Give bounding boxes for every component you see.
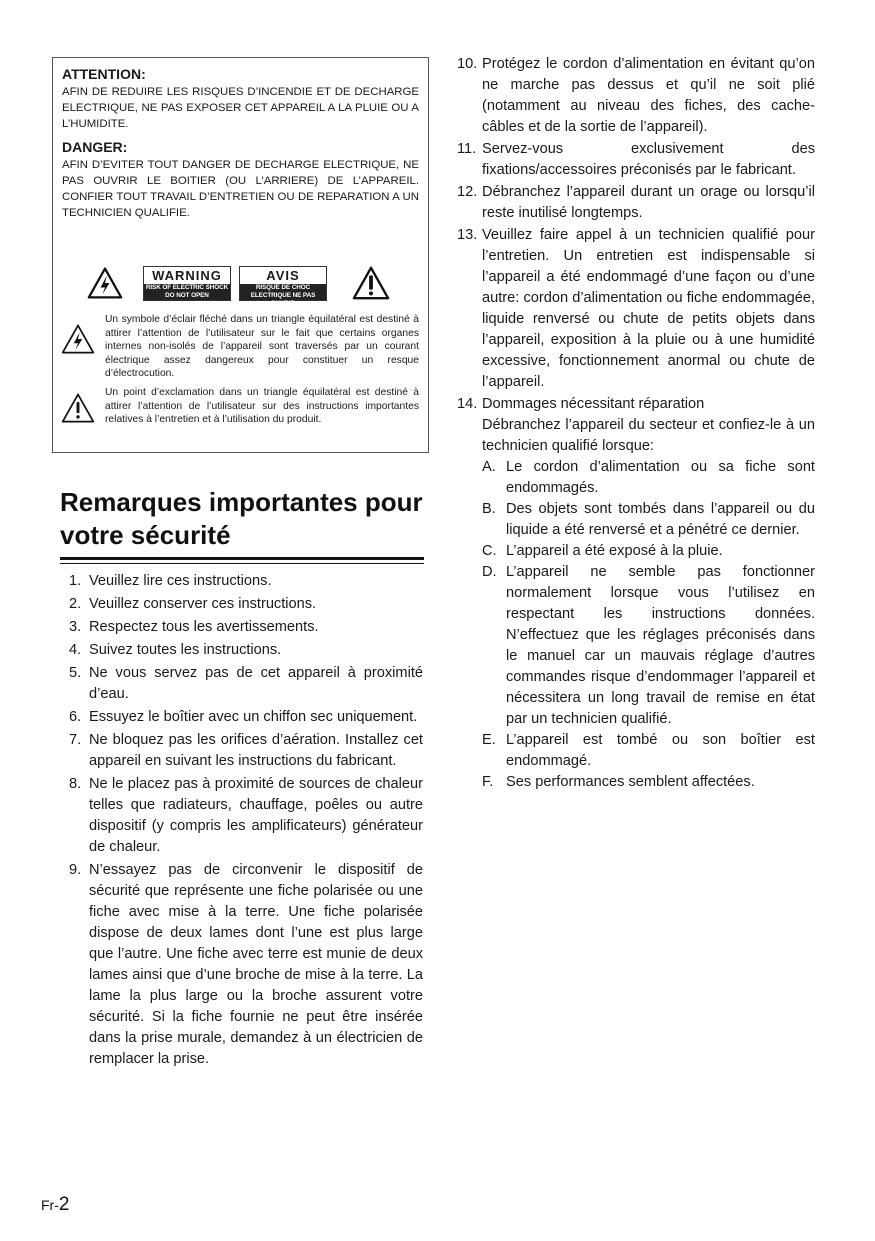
condition-letter: B. bbox=[482, 501, 496, 517]
lightning-symbol-icon bbox=[61, 323, 95, 355]
instruction-item-5 bbox=[69, 663, 423, 705]
exclamation-triangle-icon bbox=[352, 264, 390, 302]
item-text: Essuyez le boîtier avec un chiffon sec uniquement. bbox=[89, 709, 418, 725]
item-text: Ne vous servez pas de cet appareil à proximité d’eau. bbox=[89, 665, 423, 702]
page-number: 2 bbox=[58, 1194, 70, 1215]
item-number: 14. bbox=[457, 396, 478, 412]
lightning-explanation-text: Un symbole d’éclair fléché dans un triangle équilatéral est destiné à attirer l’attention de l’utilisateur sur le fait que certains organes internes non-isolés de l’appareil sont traversés par un courant électrique assez dangereux pour constituer un resque d’électrocution. bbox=[105, 314, 419, 380]
warning-label-title: WARNING bbox=[152, 268, 222, 283]
condition-text: L’appareil est tombé ou son boîtier est endommagé. bbox=[506, 732, 815, 769]
damage-condition-item bbox=[482, 499, 815, 541]
avis-label-title: AVIS bbox=[266, 268, 300, 283]
condition-letter: F. bbox=[482, 774, 494, 790]
item-text: Débranchez l’appareil durant un orage ou lorsqu’il reste inutilisé longtemps. bbox=[482, 184, 815, 221]
damage-condition-item bbox=[482, 730, 815, 772]
item-text: Ne bloquez pas les orifices d’aération. Installez cet appareil en suivant les instructions du fabricant. bbox=[89, 732, 423, 769]
safety-instructions-right bbox=[457, 54, 815, 794]
heading-rule-thick bbox=[60, 557, 424, 560]
instruction-item-1 bbox=[69, 571, 423, 592]
condition-text: Des objets sont tombés dans l’appareil ou du liquide a été renversé et a pénétré ce dernier. bbox=[506, 501, 815, 538]
page-footer bbox=[41, 1194, 69, 1216]
avis-label bbox=[239, 266, 327, 307]
attention-text: AFIN DE REDUIRE LES RISQUES D’INCENDIE ET DE DECHARGE ELECTRIQUE, NE PAS EXPOSER CET APPAREIL A LA PLUIE OU A L’HUMIDITE. bbox=[62, 86, 419, 130]
damage-condition-item bbox=[482, 541, 815, 562]
instruction-item-9 bbox=[69, 860, 423, 1070]
condition-letter: C. bbox=[482, 543, 497, 559]
lightning-explanation bbox=[61, 313, 419, 381]
safety-warning-box bbox=[52, 57, 429, 453]
page-prefix: Fr- bbox=[41, 1197, 59, 1213]
item-number: 10. bbox=[457, 56, 478, 72]
item-number: 9. bbox=[69, 862, 82, 878]
warning-label-row bbox=[87, 264, 377, 307]
condition-letter: D. bbox=[482, 564, 497, 580]
item-number: 6. bbox=[69, 709, 82, 725]
item-number: 5. bbox=[69, 665, 82, 681]
instruction-item-2 bbox=[69, 594, 423, 615]
item-text: Suivez toutes les instructions. bbox=[89, 642, 282, 658]
safety-instructions-left bbox=[69, 571, 423, 1072]
item-number: 4. bbox=[69, 642, 82, 658]
heading-rule-thin bbox=[60, 563, 424, 564]
item-text: Protégez le cordon d’alimentation en évitant qu’on ne marche pas dessus et qu’il ne soit plié (notamment au niveau des fiches, des cache-câbles et de la sortie de l’appareil). bbox=[482, 56, 815, 135]
item-text: Veuillez conserver ces instructions. bbox=[89, 596, 317, 612]
item-text: Veuillez faire appel à un technicien qualifié pour l’entretien. Un entretien est indispensable si l’appareil a été endommagé d’une façon ou d’une autre: cordon d’alimentation ou fiche endommagée, liquide renversé ou chute de petits objets dans l’appareil, exposition à la pluie ou à une humidité excessive, fonctionnement anormal ou chute de l’appareil. bbox=[482, 227, 815, 390]
item-number: 7. bbox=[69, 732, 82, 748]
instruction-item-8 bbox=[69, 774, 423, 858]
item-text: Servez-vous exclusivement des fixations/accessoires préconisés par le fabricant. bbox=[482, 141, 815, 178]
damage-condition-item bbox=[482, 772, 815, 793]
item14-title: Dommages nécessitant réparation bbox=[482, 396, 705, 412]
instruction-item-12 bbox=[457, 182, 815, 224]
instruction-item-3 bbox=[69, 617, 423, 638]
condition-text: L’appareil a été exposé à la pluie. bbox=[506, 543, 723, 559]
item-text: Respectez tous les avertissements. bbox=[89, 619, 319, 635]
exclamation-symbol-icon bbox=[61, 392, 95, 424]
attention-title: ATTENTION: bbox=[62, 66, 146, 82]
avis-label-subtext: RISQUE DE CHOC ELECTRIQUE NE PAS OUVRIR bbox=[240, 284, 326, 300]
instruction-item-11 bbox=[457, 139, 815, 181]
warning-label bbox=[143, 266, 231, 301]
instruction-item-10 bbox=[457, 54, 815, 138]
instruction-item-13 bbox=[457, 225, 815, 393]
item-number: 2. bbox=[69, 596, 82, 612]
damage-condition-item bbox=[482, 562, 815, 730]
instruction-item-6 bbox=[69, 707, 423, 728]
instruction-item-4 bbox=[69, 640, 423, 661]
page-heading: Remarques importantes pour votre sécurité bbox=[60, 487, 423, 550]
warning-label-subtext: RISK OF ELECTRIC SHOCK DO NOT OPEN bbox=[145, 284, 229, 299]
damage-condition-item bbox=[482, 457, 815, 499]
danger-text: AFIN D’EVITER TOUT DANGER DE DECHARGE ELECTRIQUE, NE PAS OUVRIR LE BOITIER (OU L’ARRIERE) DE L’APPAREIL. CONFIER TOUT TRAVAIL D’ENTRETIEN OU DE REPARATION A UN TECHNICIEN QUALIFIE. bbox=[62, 159, 419, 219]
item-number: 8. bbox=[69, 776, 82, 792]
condition-text: Ses performances semblent affectées. bbox=[506, 774, 755, 790]
condition-letter: A. bbox=[482, 459, 496, 475]
item-number: 11. bbox=[457, 141, 477, 157]
damage-conditions-list bbox=[482, 457, 815, 793]
lightning-triangle-icon bbox=[87, 266, 123, 300]
item-number: 1. bbox=[69, 573, 82, 589]
instruction-item-7 bbox=[69, 730, 423, 772]
condition-text: L’appareil ne semble pas fonctionner normalement lorsque vous l’utilisez en respectant les instructions données. N’effectuez que les réglages préconisés dans le manuel car un mauvais réglage d’autres commandes risque d’endommager l’appareil et nécessitera un long travail de remise en état par un technicien qualifié. bbox=[506, 564, 815, 727]
danger-title: DANGER: bbox=[62, 139, 128, 155]
condition-text: Le cordon d’alimentation ou sa fiche sont endommagés. bbox=[506, 459, 815, 496]
item-text: Ne le placez pas à proximité de sources de chaleur telles que radiateurs, chauffage, poêles ou autre dispositif (y compris les amplificateurs) générateur de chaleur. bbox=[89, 776, 423, 855]
item-text: Veuillez lire ces instructions. bbox=[89, 573, 272, 589]
condition-letter: E. bbox=[482, 732, 496, 748]
item-text: N’essayez pas de circonvenir le dispositif de sécurité que représente une fiche polarisée ou une fiche avec mise à la terre. Une fiche polarisée dispose de deux lames dont l’une est plus large que l’autre. Une fiche avec terre est munie de deux lames ainsi que d’une broche de mise à la terre. La lame la plus large ou la broche assurent votre sécurité. Si la fiche fournie ne peut être insérée dans la prise murale, demandez à un électricien de remplacer la prise. bbox=[89, 862, 423, 1067]
item14-intro: Débranchez l’appareil du secteur et confiez-le à un technicien qualifié lorsque: bbox=[482, 417, 815, 454]
item-number: 13. bbox=[457, 227, 478, 243]
exclamation-explanation bbox=[61, 386, 419, 446]
instruction-item-14 bbox=[457, 394, 815, 793]
item-number: 3. bbox=[69, 619, 82, 635]
item-number: 12. bbox=[457, 184, 478, 200]
exclamation-explanation-text: Un point d’exclamation dans un triangle équilatéral est destiné à attirer l’attention de l’utilisateur sur des instructions importantes relatives à l’entretien et à l’utilisation du produit. bbox=[105, 387, 419, 426]
